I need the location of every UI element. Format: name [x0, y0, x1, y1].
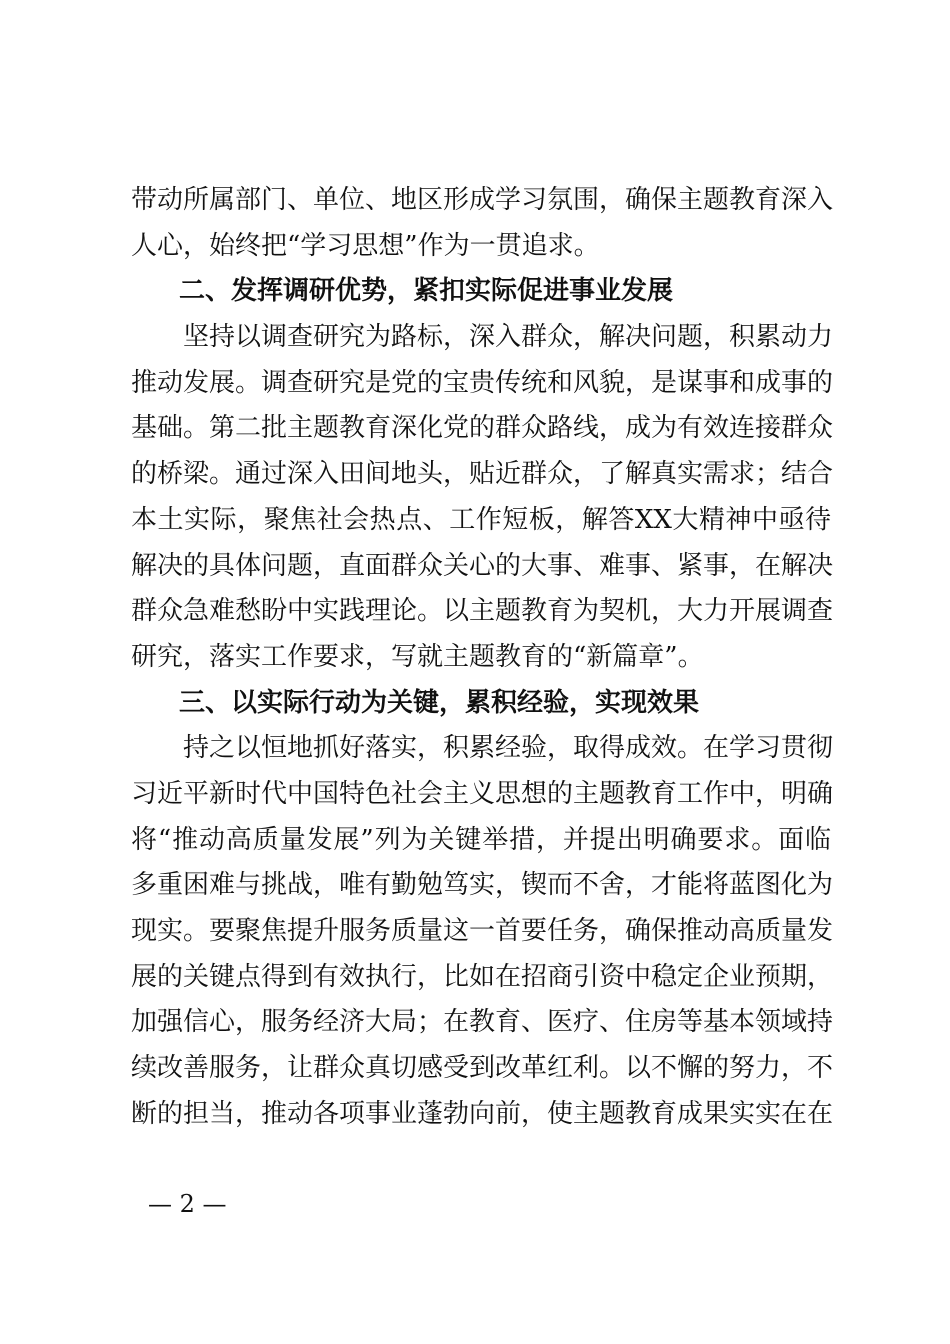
text-line: 基础。第二批主题教育深化党的群众路线，成为有效连接群众 [131, 413, 834, 444]
text-line: 群众急难愁盼中实践理论。以主题教育为契机，大力开展调查 [131, 596, 834, 627]
text-line: 展的关键点得到有效执行，比如在招商引资中稳定企业预期， [131, 961, 834, 992]
text-line: 断的担当，推动各项事业蓬勃向前，使主题教育成果实实在在 [131, 1098, 834, 1129]
section-heading-2: 二、发挥调研优势，紧扣实际促进事业发展 [179, 276, 674, 307]
paragraph-1 [131, 178, 834, 269]
text-line: 的桥梁。通过深入田间地头，贴近群众，了解真实需求；结合 [131, 459, 834, 490]
text-line: 现实。要聚焦提升服务质量这一首要任务，确保推动高质量发 [131, 916, 834, 946]
text-line: 加强信心，服务经济大局；在教育、医疗、住房等基本领域持 [131, 1007, 834, 1038]
text-line: 人心，始终把“学习思想”作为一贯追求。 [131, 230, 600, 261]
text-line: 多重困难与挑战，唯有勤勉笃实，锲而不舍，才能将蓝图化为 [131, 870, 834, 901]
paragraph-2 [131, 315, 834, 681]
document-body [131, 178, 834, 1137]
text-line: 研究，落实工作要求，写就主题教育的“新篇章”。 [131, 641, 704, 672]
text-line: 续改善服务，让群众真切感受到改革红利。以不懈的努力，不 [131, 1053, 834, 1084]
text-line: 推动发展。调查研究是党的宝贵传统和风貌，是谋事和成事的 [131, 367, 834, 398]
section-heading-3: 三、以实际行动为关键，累积经验，实现效果 [179, 687, 700, 718]
page-number: — 2 — [148, 1190, 227, 1218]
text-line: 习近平新时代中国特色社会主义思想的主题教育工作中，明确 [131, 778, 834, 809]
text-line: 解决的具体问题，直面群众关心的大事、难事、紧事，在解决 [131, 550, 834, 581]
paragraph-3 [131, 726, 834, 1137]
text-line: 带动所属部门、单位、地区形成学习氛围，确保主题教育深入 [131, 185, 834, 215]
text-line: 将“推动高质量发展”列为关键举措，并提出明确要求。面临 [131, 824, 831, 855]
text-line: 持之以恒地抓好落实，积累经验，取得成效。在学习贯彻 [183, 733, 834, 764]
text-line: 坚持以调查研究为路标，深入群众，解决问题，积累动力 [183, 322, 834, 353]
text-line: 本土实际，聚焦社会热点、工作短板，解答XX大精神中亟待 [131, 504, 831, 535]
